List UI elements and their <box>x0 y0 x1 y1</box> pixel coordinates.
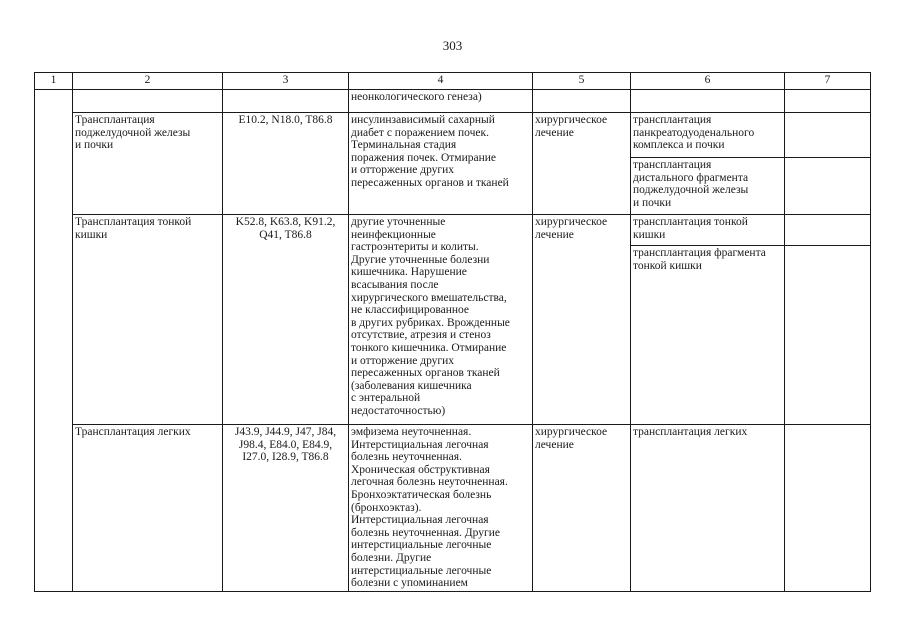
treatment-cell <box>533 90 631 113</box>
column-number-row <box>35 73 871 90</box>
method-cell: трансплантация панкреатодуоденального комплекса и почки <box>631 113 785 158</box>
column-header-4: 4 <box>349 73 533 90</box>
treatment-cell: хирургическое лечение <box>533 113 631 215</box>
disease-cell: эмфизема неуточненная. Интерстициальная легочная болезнь неуточненная. Хроническая обструктивная легочная болезнь неуточненная. Бронхоэктатическая болезнь (бронхоэктаз). Интерстициальная легочная болезнь неуточненная. Другие интерстициальные легочные болезни. Другие интерстициальные легочные болезни с упоминанием <box>349 425 533 592</box>
method-cell: трансплантация фрагмента тонкой кишки <box>631 246 785 425</box>
treatment-cell: хирургическое лечение <box>533 215 631 425</box>
table-row <box>35 113 871 158</box>
method-cell: трансплантация дистального фрагмента поджелудочной железы и почки <box>631 158 785 215</box>
table-row <box>35 215 871 246</box>
medical-care-table <box>34 72 871 592</box>
name-cell: Трансплантация легких <box>73 425 223 592</box>
model-cell <box>785 215 871 246</box>
treatment-cell: хирургическое лечение <box>533 425 631 592</box>
column-header-3: 3 <box>223 73 349 90</box>
name-cell: Трансплантация тонкой кишки <box>73 215 223 425</box>
codes-cell: K52.8, K63.8, K91.2, Q41, T86.8 <box>223 215 349 425</box>
disease-cell: другие уточненные неинфекционные гастроэнтериты и колиты. Другие уточненные болезни кишечника. Нарушение всасывания после хирургического вмешательства, не классифицированное в других рубриках. Врожденные отсутствие, атрезия и стеноз тонкого кишечника. Отмирание и отторжение других пересаженных органов тканей (заболевания кишечника с энтеральной недостаточностью) <box>349 215 533 425</box>
model-cell <box>785 113 871 158</box>
column-header-5: 5 <box>533 73 631 90</box>
table-row <box>35 425 871 592</box>
column-header-1: 1 <box>35 73 73 90</box>
model-cell <box>785 90 871 113</box>
method-cell: трансплантация тонкой кишки <box>631 215 785 246</box>
model-cell <box>785 158 871 215</box>
column-header-7: 7 <box>785 73 871 90</box>
model-cell <box>785 425 871 592</box>
model-cell <box>785 246 871 425</box>
row-number-cell <box>35 90 73 592</box>
method-cell <box>631 90 785 113</box>
disease-cell: неонкологического генеза) <box>349 90 533 113</box>
page-number: 303 <box>442 38 463 53</box>
column-header-2: 2 <box>73 73 223 90</box>
disease-cell: инсулинзависимый сахарный диабет с поражением почек. Терминальная стадия поражения почек. Отмирание и отторжение других пересаженных органов и тканей <box>349 113 533 215</box>
codes-cell: E10.2, N18.0, T86.8 <box>223 113 349 215</box>
name-cell: Трансплантация поджелудочной железы и почки <box>73 113 223 215</box>
column-header-6: 6 <box>631 73 785 90</box>
codes-cell: J43.9, J44.9, J47, J84, J98.4, E84.0, E84.9, I27.0, I28.9, T86.8 <box>223 425 349 592</box>
codes-cell <box>223 90 349 113</box>
name-cell <box>73 90 223 113</box>
method-cell: трансплантация легких <box>631 425 785 592</box>
table-row-continuation <box>35 90 871 113</box>
